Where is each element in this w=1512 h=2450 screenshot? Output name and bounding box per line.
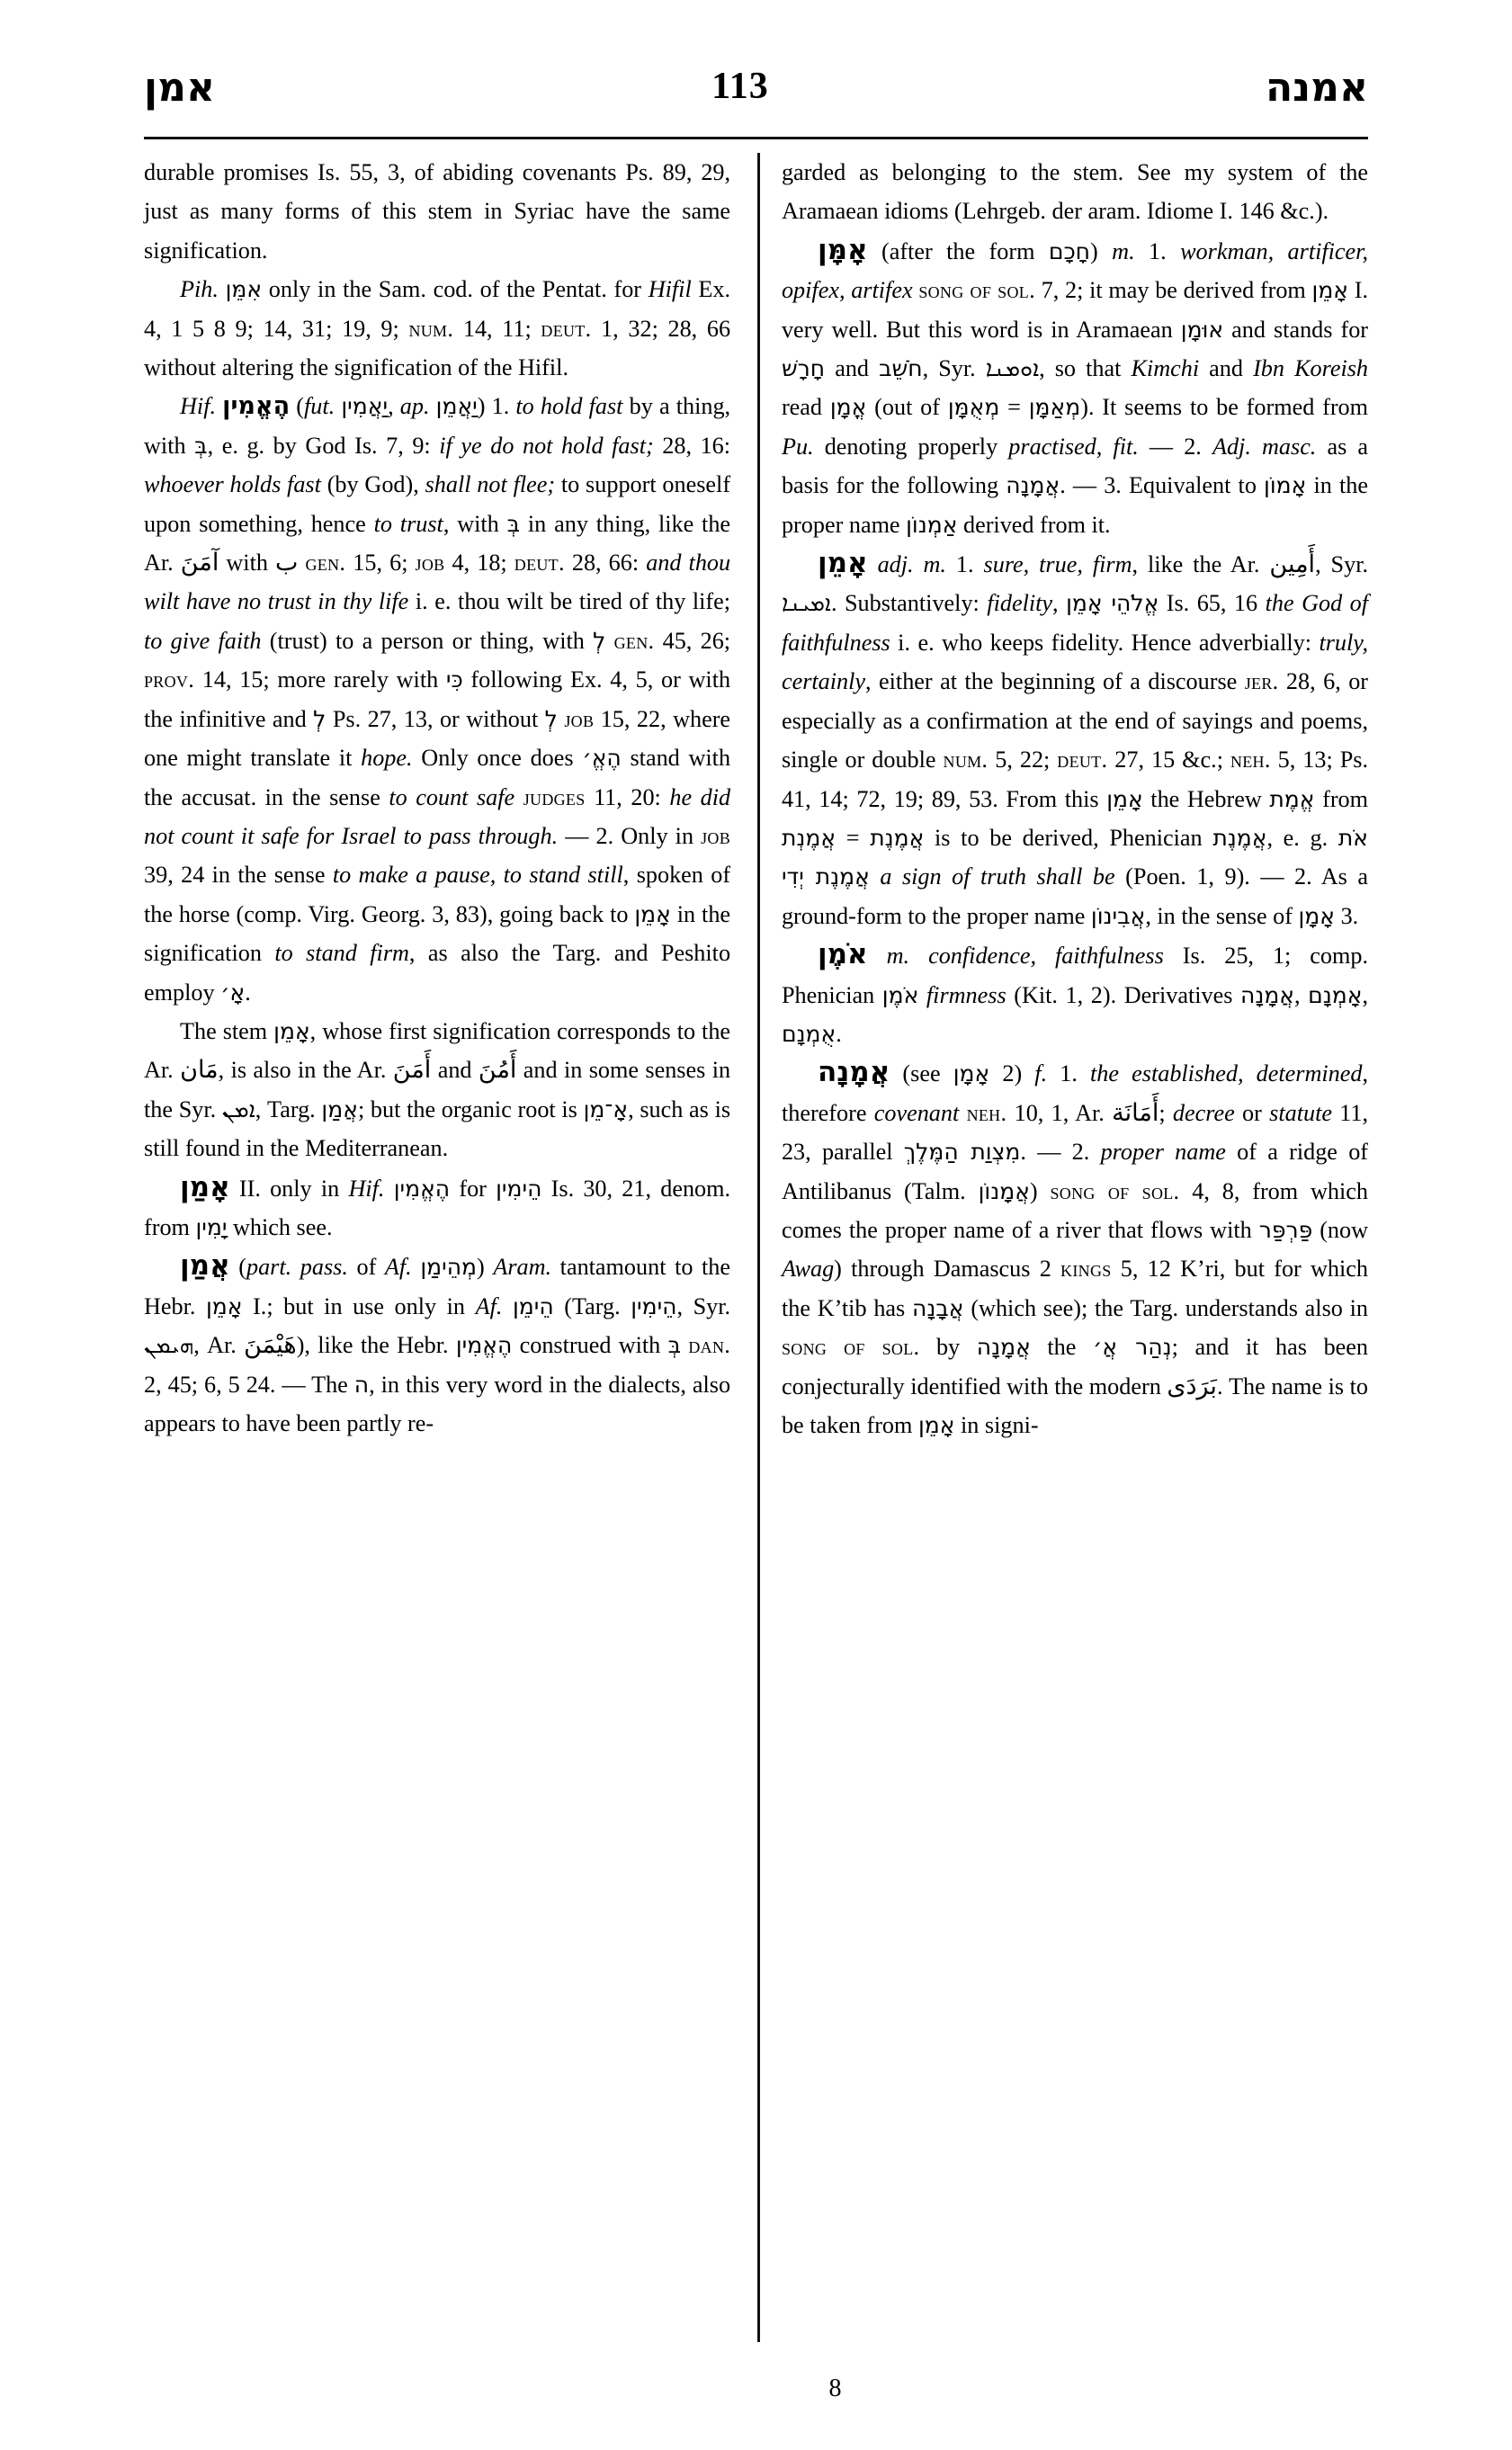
inline-entry-heb: אֹמֶן [817, 938, 868, 971]
inline-heb: אֲמֶנֶת [1212, 824, 1267, 851]
inline-heb: הֵימִין [496, 1175, 542, 1202]
inline-entry-heb: אָמַן [180, 1170, 230, 1203]
inline-sc: jer. [1244, 668, 1279, 695]
inline-it: to give faith [144, 627, 262, 654]
inline-heb: אָ־מֵן [583, 1095, 629, 1122]
inline-heb: הֵימִין [631, 1292, 677, 1319]
inline-it: if ye do not hold fast; [439, 432, 654, 459]
para-hifil: Hif. הֶאֱמִין (fut. יַאֲמִין, ap. יַאֲמֵן) 1. to hold fast by a thing, with בְּ, e. g. by God Is. 7, 9: if ye do not hold fast; 28, 16: whoever holds fast (by God), shall not flee; to support oneself upon something, hence to trust, with בְּ in any thing, like the Ar. آمَنَ with ب gen. 15, 6; job 4, 18; deut. 28, 66: and thou wilt have no trust in thy life i. e. thou wilt be tired of thy life; to give faith (trust) to a person or thing, with לְ gen. 45, 26; prov. 14, 15; more rarely with כִּי following Ex. 4, 5, or with the infinitive and לְ Ps. 27, 13, or without לְ job 15, 22, where one might translate it hope. Only once does הֶאֱ׳ stand with the accusat. in the sense to count safe judges 11, 20: he did not count it safe for Israel to pass through. — 2. Only in job 39, 24 in the sense to make a pause, to stand still, spoken of the horse (comp. Virg. Georg. 3, 83), going back to אָמֵן in the signification to stand firm, as also the Targ. and Peshito employ אָ׳. [144, 392, 731, 1006]
inline-it: a sign of truth shall be [880, 863, 1115, 890]
inline-it: practised, fit. [1008, 433, 1139, 460]
inline-it: to stand firm [274, 940, 409, 967]
inline-heb: אֲמָנָה [1006, 472, 1060, 499]
inline-entry-heb: אָמֵן [817, 547, 868, 580]
inline-it: sure, true, firm [983, 551, 1132, 578]
inline-heb: יַאֲמֵן [435, 393, 478, 420]
inline-heb: אָמְנָם [1308, 981, 1363, 1008]
inline-ar: بَرَدَى [1167, 1372, 1217, 1400]
inline-heb: בְּ [506, 510, 521, 537]
inline-heb: חָכָם [1048, 237, 1091, 264]
inline-heb: נְהַר אֲ׳ [1093, 1334, 1172, 1361]
inline-heb: אֹמֶן [881, 981, 919, 1008]
inline-sc: song of sol. [781, 1334, 920, 1361]
inline-it: decree [1172, 1099, 1235, 1126]
inline-heb: אַמְנוֹן [906, 511, 958, 538]
header-divider-rule [144, 137, 1368, 139]
inline-it: statute [1269, 1099, 1332, 1126]
entry-omman: אָמָּן (after the form חָכָם) m. 1. workman, artificer, opifex, artifex song of sol. 7, 2; it may be derived from אָמֵן I. very well. But this word is in Aramaean אוּמָן and stands for חָרָשׁ and חֹשֵׁב, Syr. ܐܘܡܢܐ, so that Kimchi and Ibn Koreish read אֳמָן (out of מְאֻמָּן = מְאַמָּן). It seems to be formed from Pu. denoting properly practised, fit. — 2. Adj. masc. as a basis for the following אֲמָנָה. — 3. Equivalent to אָמוֹן in the proper name אַמְנוֹן derived from it. [781, 233, 1369, 538]
entry-omen: אֹמֶן m. confidence, faithfulness Is. 25, 1; comp. Phenician אֹמֶן firmness (Kit. 1, 2). Derivatives אֲמָנָה, אָמְנָם, אֻמְנָם. [781, 938, 1369, 1047]
inline-heb: יַאֲמִין [341, 393, 389, 420]
entry-aman-aram: אֲמַן (part. pass. of Af. מְהֵימַן) Aram. tantamount to the Hebr. אָמֵן I.; but in use only in Af. הֵימֵן (Targ. הֵימִין, Syr. ܗܝܡܢ, Ar. هَيْمَنَ), like the Hebr. הֶאֱמִין construed with בְּ dan. 2, 45; 6, 5 24. — The ה, in this very word in the dialects, also appears to have been partly re- [144, 1249, 731, 1436]
inline-heb: אֲמָנוֹן [978, 1177, 1030, 1204]
inline-sc: num. [943, 747, 989, 773]
inline-heb: אָ׳ [220, 979, 246, 1006]
inline-it: Pu. [781, 433, 814, 460]
inline-entry-heb: אֲמָנָה [817, 1056, 890, 1089]
two-column-body [144, 153, 1368, 2342]
inline-sc: num. [408, 315, 454, 342]
inline-heb: לְ [313, 705, 327, 732]
inline-ar: آمَنَ [180, 549, 219, 577]
inline-heb: אָמֵן [206, 1292, 243, 1319]
inline-heb: לְ [593, 627, 606, 654]
inline-heb: אֲבִינוֹן [1090, 902, 1146, 929]
entry-amanah: אֲמָנָה (see אָמָן 2) f. 1. the established, determined, therefore covenant neh. 10, 1, Ar. أَمَانَة; decree or statute 11, 23, parallel מִצְוַת הַמֶּלֶךְ. — 2. proper name of a ridge of Antilibanus (Talm. אֲמָנוֹן) song of sol. 4, 8, from which comes the proper name of a river that flows with פַּרְפַּר (now Awag) through Damascus 2 kings 5, 12 K’ri, but for which the K’tib has אֲבָנָה (which see); the Targ. understands also in song of sol. by אֲמָנָה the נְהַר אֲ׳; and it has been conjecturally identified with the modern بَرَدَى. The name is to be taken from אָמֵן in signi- [781, 1056, 1369, 1438]
inline-sc: kings [1060, 1256, 1112, 1283]
inline-it: fut. [304, 393, 336, 420]
inline-it: Ibn Koreish [1253, 355, 1369, 382]
inline-it: Adj. masc. [1212, 433, 1317, 460]
inline-heb: מְאֻמָּן [947, 394, 1000, 421]
inline-it: the God of faithfulness [781, 590, 1369, 656]
inline-heb: אָמֵן [1311, 277, 1349, 304]
inline-it: Kimchi [1131, 355, 1200, 382]
inline-it: whoever holds fast [144, 471, 321, 498]
inline-sc: prov. [144, 666, 195, 693]
inline-sc: job [415, 550, 445, 577]
inline-heb: אָמֵן [273, 1017, 310, 1044]
inline-sc: gen. [305, 550, 346, 577]
inline-syr: ܐܡܢ [221, 1095, 255, 1122]
inline-it: Hif. [348, 1175, 385, 1202]
inline-sc: deut. [514, 550, 565, 577]
para-the-stem: The stem אָמֵן, whose first signification corresponds to the Ar. مَان, is also in the Ar. أَمَنَ and أَمُنَ and in some senses in the Syr. ܐܡܢ, Targ. אֲמַן; but the organic root is אָ־מֵן, such as is still found in the Mediterranean. [144, 1017, 731, 1162]
inline-sc: neh. [966, 1099, 1007, 1126]
inline-ar: هَيْمَنَ [244, 1331, 297, 1360]
inline-it: to make a pause, to stand still [332, 862, 623, 889]
inline-heb: הֵימֵן [512, 1292, 554, 1319]
inline-syr: ܗܝܡܢ [144, 1332, 194, 1359]
inline-syr: ܐܘܡܢܐ [985, 355, 1040, 382]
inline-it: the established, determined [1090, 1060, 1363, 1087]
inline-heb: אֲמָנָה [1239, 981, 1295, 1008]
running-head-right-catchword: אמנה [1265, 65, 1368, 111]
inline-heb: ה [353, 1371, 370, 1398]
inline-sc: neh. [1230, 747, 1271, 773]
inline-heb: אֹת אֲמֶנֶת יְדִי [781, 824, 1368, 890]
inline-heb: מִצְוַת הַמֶּלֶךְ [903, 1139, 1021, 1166]
inline-heb: אָמֵן [634, 900, 671, 927]
inline-heb: אֳמָן [829, 394, 867, 421]
inline-sc: job [701, 822, 731, 849]
inline-syr: ܐܡܝܢܐ [781, 590, 831, 617]
inline-it: hope. [361, 745, 413, 772]
inline-heb: אֲבָנָה [912, 1294, 964, 1321]
inline-heb: אֻמְנָם [781, 1020, 837, 1047]
inline-it: Hifil [648, 276, 692, 303]
inline-it: to trust [373, 510, 443, 537]
inline-it: m. [886, 943, 910, 970]
inline-heb: אוּמָן [1180, 316, 1224, 343]
inline-sc: gen. [613, 627, 655, 654]
inline-it: Aram. [493, 1254, 552, 1281]
inline-it: firmness [926, 981, 1007, 1008]
inline-ar: أَمَانَة [1112, 1098, 1159, 1127]
inline-heb: לְ [544, 705, 558, 732]
running-head-left-catchword: אמן [144, 65, 215, 111]
inline-sc: deut. [1057, 747, 1108, 773]
inline-ar: مَان [180, 1056, 219, 1085]
inline-heb: אֱמֶת [1269, 785, 1315, 812]
inline-heb: בְּ [194, 432, 208, 459]
inline-it: Pih. [180, 276, 219, 303]
inline-heb: אִמֵּן [225, 276, 263, 303]
inline-heb: מְאַמָּן [1028, 394, 1081, 421]
inline-heb: הֶאֱמִין [393, 1175, 451, 1202]
right-text-column [773, 153, 1368, 2342]
inline-heb: אָמֵן [1106, 785, 1143, 812]
entry-aman-II: אָמַן II. only in Hif. הֶאֱמִין for הֵימִין Is. 30, 21, denom. from יָמִין which see. [144, 1170, 731, 1240]
inline-it: and thou wilt have no trust in thy life [144, 550, 731, 615]
inline-heb: הֶאֱ׳ [582, 745, 622, 772]
inline-heb: מְהֵימַן [420, 1254, 478, 1281]
inline-entry-heb: אֲמַן [180, 1249, 230, 1283]
inline-heb: אָמָן [953, 1060, 990, 1087]
inline-it: adj. m. [877, 551, 946, 578]
inline-heb: אֲמָנָה [976, 1334, 1031, 1361]
inline-heb: אֲמַן [321, 1095, 358, 1122]
inline-it: he did not count it safe for Israel to pass through. [144, 783, 731, 849]
inline-it: to hold fast [515, 393, 623, 420]
inline-heb: כִּי [445, 666, 463, 693]
inline-it: to count safe [389, 783, 515, 810]
inline-it: Af. [475, 1292, 503, 1319]
inline-sc: judges [523, 783, 586, 810]
sheet-signature-number: 8 [828, 2374, 842, 2402]
inline-it: covenant [873, 1099, 960, 1126]
inline-it: confidence, faithfulness [928, 943, 1164, 970]
inline-ar: ب [275, 549, 299, 577]
para-garded: garded as belonging to the stem. See my system of the Aramaean idioms (Lehrgeb. der aram. Idiome I. 146 &c.). [781, 159, 1369, 225]
inline-ar: أَمَنَ [392, 1056, 432, 1085]
column-divider-rule [757, 153, 760, 2342]
inline-heb: אָמֵן [917, 1412, 955, 1438]
inline-heb-b: הֶאֱמִין [222, 392, 291, 421]
running-head [144, 43, 1368, 111]
inline-it: shall not flee; [425, 471, 556, 498]
inline-heb: אָמוֹן [1264, 472, 1307, 499]
inline-it: ap. [399, 393, 430, 420]
inline-it: proper name [1100, 1139, 1226, 1166]
inline-sc: song of sol. [918, 277, 1035, 304]
inline-it: Af. [384, 1254, 412, 1281]
inline-it: Hif. [180, 393, 217, 420]
inline-it: Awag [781, 1256, 835, 1283]
inline-heb: חֹשֵׁב [879, 355, 923, 382]
inline-sc: song of sol. [1050, 1177, 1180, 1204]
inline-it: m. [1112, 237, 1135, 264]
inline-it: workman, artificer, opifex, artifex [781, 237, 1368, 304]
inline-entry-heb: אָמָּן [817, 233, 868, 266]
inline-ar: أَمُنَ [478, 1056, 517, 1085]
para-durable-promises: durable promises Is. 55, 3, of abiding covenants Ps. 89, 29, just as many forms of this stem in Syriac have the same signification. [144, 159, 731, 264]
inline-it: f. [1034, 1060, 1048, 1087]
inline-heb: הֶאֱמִין [455, 1332, 513, 1359]
para-pihel: Pih. אִמֵּן only in the Sam. cod. of the Pentat. for Hifil Ex. 4, 1 5 8 9; 14, 31; 19, 9; num. 14, 11; deut. 1, 32; 28, 66 without altering the signification of the Hifil. [144, 276, 731, 381]
sheet-signature [0, 2374, 1512, 2403]
inline-sc: dan. [688, 1332, 731, 1359]
inline-heb: אֲמֶנְת [781, 824, 837, 851]
inline-heb: אֱלֹהֵי אָמֵן [1066, 590, 1159, 617]
inline-heb: פַּרְפַּר [1258, 1216, 1313, 1243]
inline-heb: חָרָשׁ [781, 355, 826, 382]
inline-sc: job [564, 705, 595, 732]
inline-heb: בְּ [667, 1332, 682, 1359]
inline-heb: אָמָן [1298, 902, 1336, 929]
entry-amen-adj: אָמֵן adj. m. 1. sure, true, firm, like the Ar. أَمِين, Syr. ܐܡܝܢܐ. Substantively: fidelity, אֱלֹהֵי אָמֵן Is. 65, 16 the God of faithfulness i. e. who keeps fidelity. Hence adverbially: truly, certainly, either at the beginning of a discourse jer. 28, 6, or especially as a confirmation at the end of sayings and poems, single or double num. 5, 22; deut. 27, 15 &c.; neh. 5, 13; Ps. 41, 14; 72, 19; 89, 53. From this אָמֵן the Hebrew אֱמֶת from אֲמֶנְת = אֲמֶנֶת is to be derived, Phenician אֲמֶנֶת, e. g. אֹת אֲמֶנֶת יְדִי a sign of truth shall be (Poen. 1, 9). — 2. As a ground-form to the proper name אֲבִינוֹן, in the sense of אָמָן 3. [781, 547, 1369, 929]
inline-heb: אֲמֶנֶת [870, 824, 925, 851]
inline-it: truly, certainly [781, 629, 1369, 695]
inline-sc: deut. [541, 315, 592, 342]
page-number: 113 [711, 66, 769, 107]
left-text-column [144, 153, 747, 2342]
inline-it: part. pass. [246, 1254, 348, 1281]
inline-ar: أَمِين [1269, 550, 1316, 579]
inline-heb: יָמִין [195, 1213, 228, 1240]
inline-it: fidelity [987, 590, 1053, 617]
